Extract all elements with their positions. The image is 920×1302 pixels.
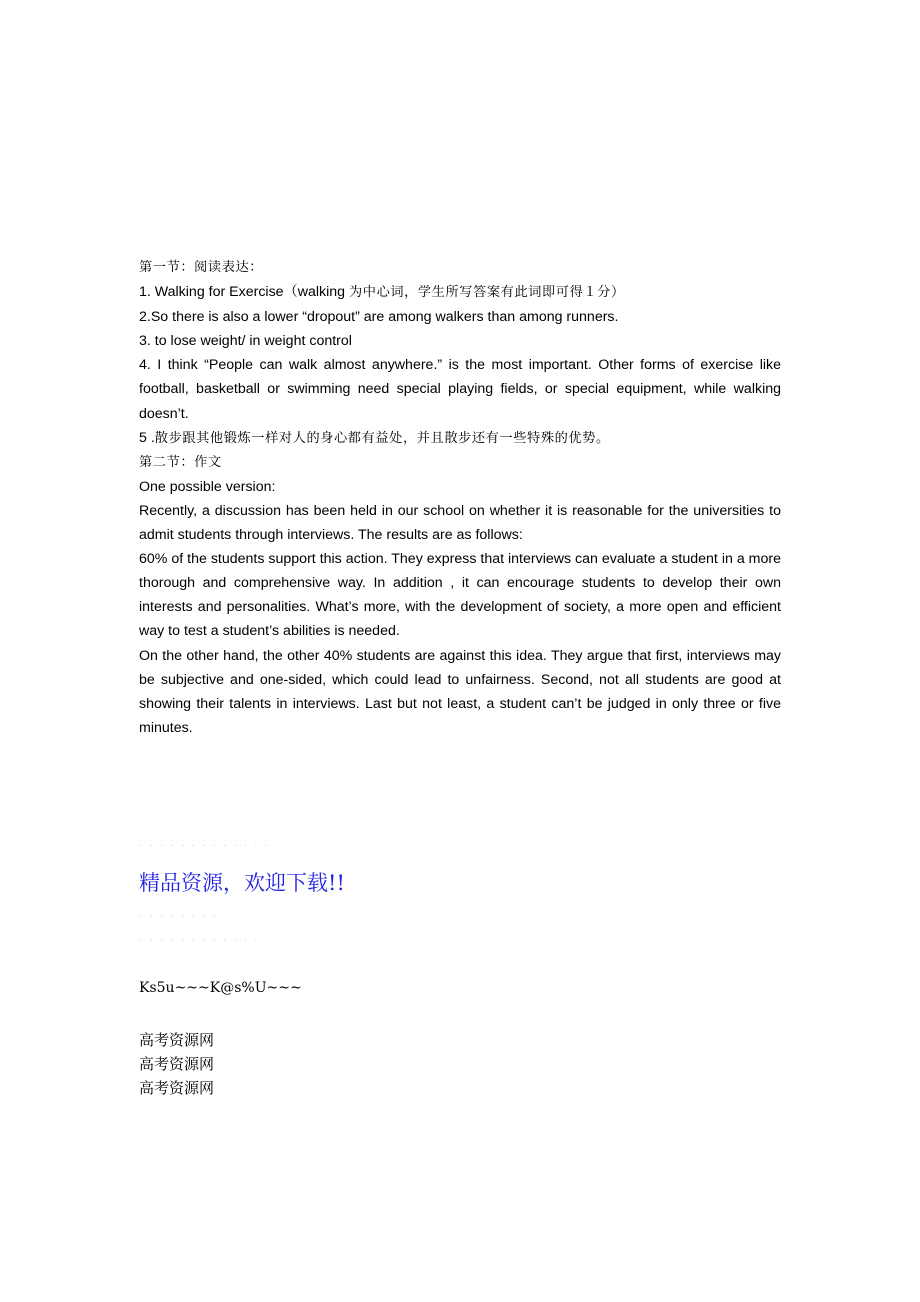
answer-4: 4. I think “People can walk almost anywhere.” is the most important. Other forms of exercise like football, basketball or swimming need special playing fields, or special equipment, while walking doesn’t. xyxy=(139,357,781,422)
dotted-leader-mid-2: . . . . . . . . . . . . xyxy=(139,935,259,943)
dotted-leader-mid-1: . . . . . . . . xyxy=(139,911,218,919)
answer-content xyxy=(139,256,781,740)
watermark-text: Ks5u~~~K@s%U~~~ xyxy=(139,980,302,996)
footer-line: 高考资源网 xyxy=(139,1031,215,1049)
writing-intro: One possible version: xyxy=(139,478,276,495)
promo-banner: 精品资源，欢迎下载!! xyxy=(139,871,345,895)
answer-5 xyxy=(139,426,781,451)
footer-lines xyxy=(139,1028,214,1100)
footer-line: 高考资源网 xyxy=(139,1079,215,1097)
writing-heading: 第二节：作文 xyxy=(139,454,222,470)
answer-5-prefix: 5 . xyxy=(139,429,155,446)
essay-paragraph-3: On the other hand, the other 40% students are against this idea. They argue that first, interviews may be subjective and one-sided, which could lead to unfairness. Second, not all students are good at showing their talents in interviews. Last but not least, a student can’t be judged in only three or five minutes. xyxy=(139,647,781,736)
footer-line: 高考资源网 xyxy=(139,1055,215,1073)
answer-1 xyxy=(139,280,781,305)
essay-paragraph-1: Recently, a discussion has been held in our school on whether it is reasonable for the universities to admit students through interviews. The results are as follows: xyxy=(139,502,781,544)
answer-1-note: 为中心词，学生所写答案有此词即可得１分） xyxy=(349,285,625,301)
answer-2: 2.So there is also a lower “dropout” are among walkers than among runners. xyxy=(139,309,619,326)
answer-3: 3. to lose weight/ in weight control xyxy=(139,333,352,350)
answer-5-note: 散步跟其他锻炼一样对人的身心都有益处，并且散步还有一些特殊的优势。 xyxy=(154,430,610,446)
essay-paragraph-2: 60% of the students support this action. They express that interviews can evaluate a student in a more thorough and comprehensive way. In addition , it can encourage students to develop their own interests and personalities. What’s more, with the development of society, a more open and efficient way to test a student’s abilities is needed. xyxy=(139,551,781,640)
reading-heading: 第一节：阅读表达： xyxy=(139,260,264,275)
dotted-leader-top: . . . . . . . . . . . . . xyxy=(139,840,270,848)
answer-1-text: 1. Walking for Exercise（walking xyxy=(139,284,349,301)
